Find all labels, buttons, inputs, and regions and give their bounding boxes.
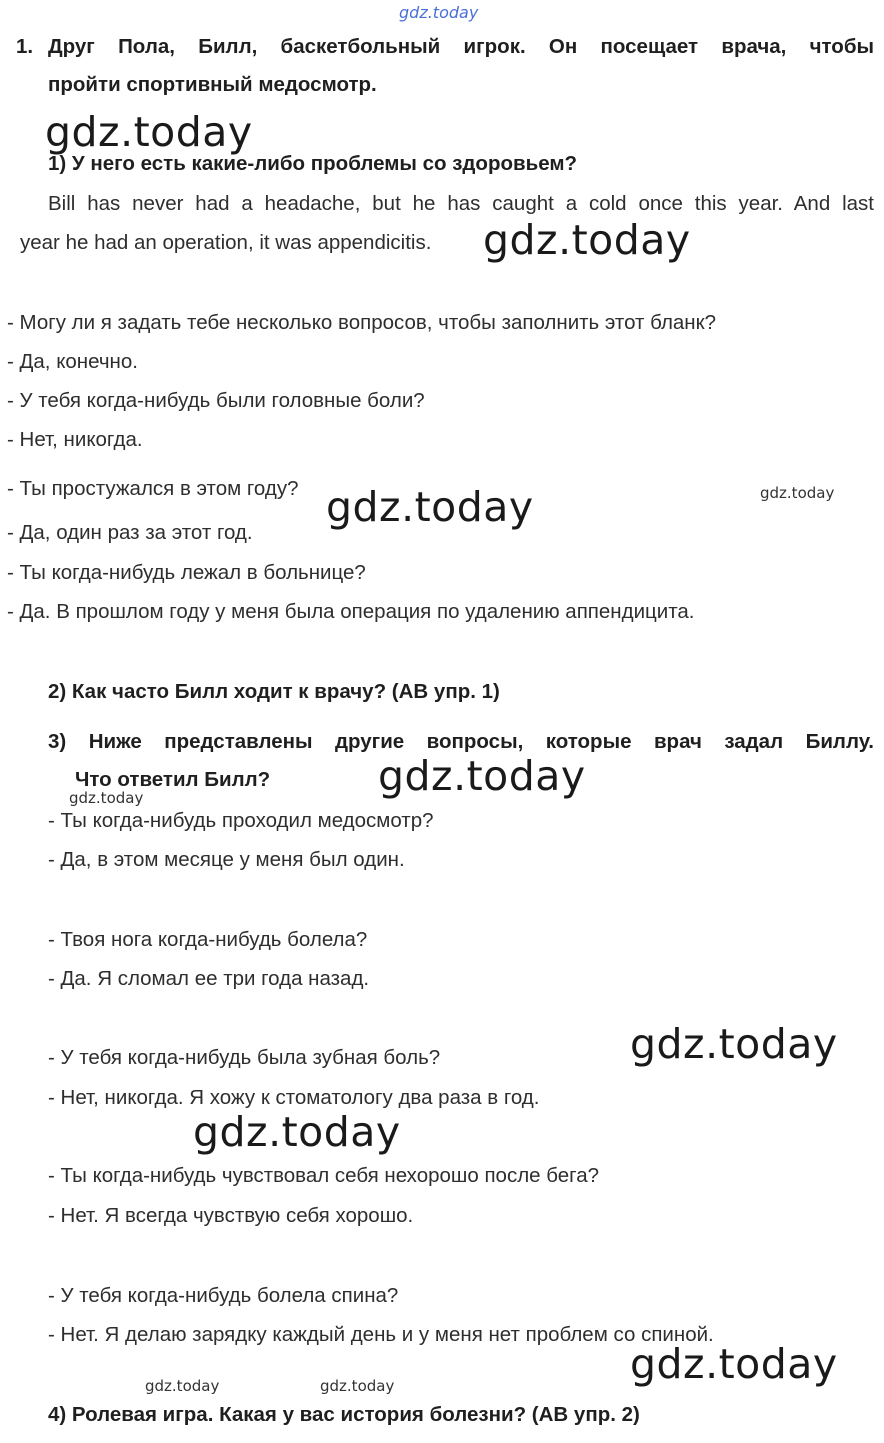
task-number: 1.: [16, 35, 34, 58]
question-1-heading: 1) У него есть какие-либо проблемы со здоровьем?: [48, 152, 578, 175]
dialog1-line: - У тебя когда-нибудь были головные боли?: [7, 389, 425, 412]
task-title-line1: Друг Пола, Билл, баскетбольный игрок. Он посещает врача, чтобы: [48, 35, 874, 58]
dialog1-line: - Да, конечно.: [7, 350, 138, 373]
question-2-heading: 2) Как часто Билл ходит к врачу? (АВ упр. 1): [48, 680, 500, 703]
dialog1-line: - Нет, никогда.: [7, 428, 143, 451]
watermark-large: gdz.today: [45, 108, 253, 156]
question-3-line2: Что ответил Билл?: [75, 768, 271, 791]
watermark-large: gdz.today: [630, 1340, 838, 1388]
watermark-large: gdz.today: [378, 752, 586, 800]
dialog2-line: - Твоя нога когда-нибудь болела?: [48, 928, 368, 951]
dialog2-line: - У тебя когда-нибудь была зубная боль?: [48, 1046, 441, 1069]
watermark-large: gdz.today: [326, 483, 534, 531]
dialog2-line: - Нет. Я всегда чувствую себя хорошо.: [48, 1204, 414, 1227]
dialog2-line: - Ты когда-нибудь чувствовал себя нехорошо после бега?: [48, 1164, 599, 1187]
watermark-small: gdz.today: [320, 1377, 395, 1395]
watermark-small: gdz.today: [760, 484, 835, 502]
dialog1-line: - Могу ли я задать тебе несколько вопросов, чтобы заполнить этот бланк?: [7, 311, 717, 334]
watermark-large: gdz.today: [630, 1020, 838, 1068]
dialog2-line: - Нет, никогда. Я хожу к стоматологу два раза в год.: [48, 1086, 540, 1109]
dialog1-line: - Ты простужался в этом году?: [7, 477, 299, 500]
dialog1-line: - Да, один раз за этот год.: [7, 521, 253, 544]
dialog2-line: - Ты когда-нибудь проходил медосмотр?: [48, 809, 434, 832]
task-title-line2: пройти спортивный медосмотр.: [48, 73, 377, 96]
dialog1-line: - Да. В прошлом году у меня была операция по удалению аппендицита.: [7, 600, 695, 623]
watermark-small: gdz.today: [145, 1377, 220, 1395]
question-3-line1: 3) Ниже представлены другие вопросы, которые врач задал Биллу.: [48, 730, 874, 753]
watermark-large: gdz.today: [193, 1108, 401, 1156]
dialog2-line: - Да, в этом месяце у меня был один.: [48, 848, 405, 871]
answer-1-line2: year he had an operation, it was appendicitis.: [20, 231, 432, 254]
dialog1-line: - Ты когда-нибудь лежал в больнице?: [7, 561, 366, 584]
watermark-small: gdz.today: [69, 789, 144, 807]
watermark-large: gdz.today: [483, 216, 691, 264]
question-4-heading: 4) Ролевая игра. Какая у вас история болезни? (АВ упр. 2): [48, 1403, 640, 1426]
dialog2-line: - Нет. Я делаю зарядку каждый день и у меня нет проблем со спиной.: [48, 1323, 714, 1346]
dialog2-line: - У тебя когда-нибудь болела спина?: [48, 1284, 399, 1307]
dialog2-line: - Да. Я сломал ее три года назад.: [48, 967, 370, 990]
watermark-top: gdz.today: [399, 3, 479, 22]
answer-1-line1: Bill has never had a headache, but he has caught a cold once this year. And last: [48, 192, 874, 215]
